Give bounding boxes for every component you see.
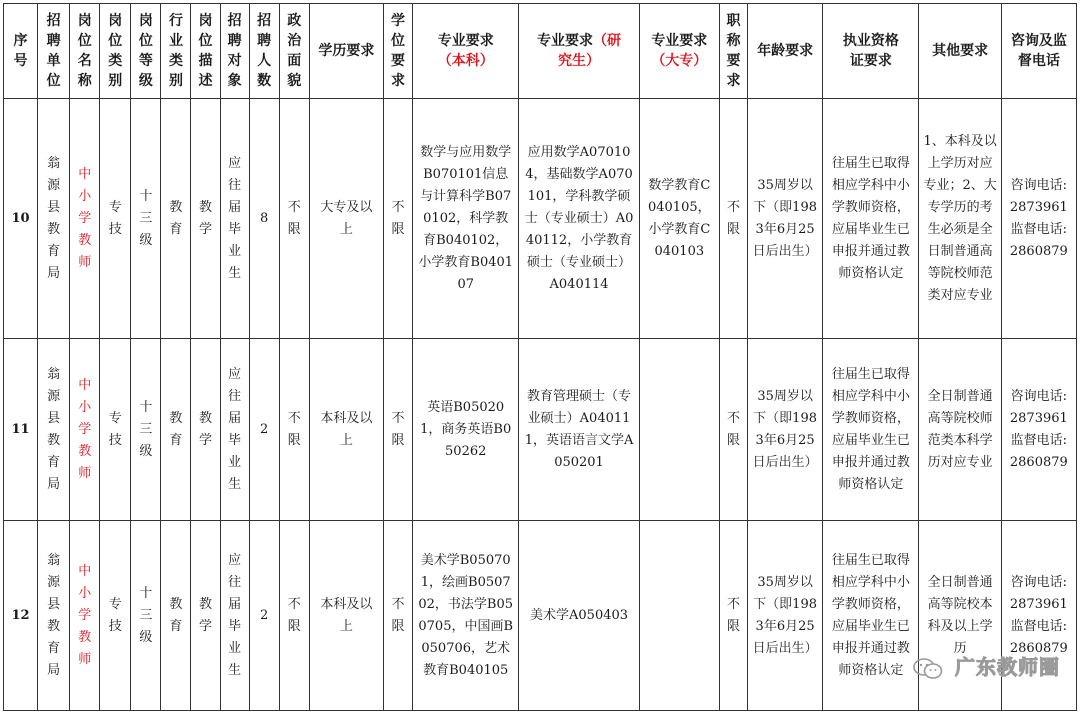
cell-industry: 教育 <box>161 521 191 711</box>
header-industry: 行业类别 <box>161 4 191 99</box>
table-row <box>4 339 1077 521</box>
cell-post-level: 十三级 <box>131 339 161 521</box>
cell-education: 本科及以上 <box>309 521 383 711</box>
cell-post-name: 中小学教师 <box>70 339 100 521</box>
cell-seq: 11 <box>4 339 38 521</box>
cell-major-grad: 美术学A050403 <box>519 521 639 711</box>
header-major-bachelor: 专业要求 （本科） <box>413 4 519 99</box>
header-post-desc: 岗位描述 <box>191 4 220 99</box>
cell-post-desc: 教学 <box>191 99 220 339</box>
header-education: 学历要求 <box>309 4 383 99</box>
cell-political: 不限 <box>279 521 309 711</box>
cell-title: 不限 <box>719 99 747 339</box>
cell-degree: 不限 <box>384 339 413 521</box>
cell-post-name: 中小学教师 <box>70 99 100 339</box>
header-post-type: 岗位类别 <box>100 4 131 99</box>
header-unit: 招聘单位 <box>38 4 70 99</box>
cell-major-college <box>639 339 719 521</box>
header-age: 年龄要求 <box>748 4 823 99</box>
cell-industry: 教育 <box>161 339 191 521</box>
header-political: 政治面貌 <box>279 4 309 99</box>
cell-seq: 10 <box>4 99 38 339</box>
cell-post-desc: 教学 <box>191 521 220 711</box>
cell-unit: 翁源县教育局 <box>38 339 70 521</box>
cell-other: 全日制普通高等院校师范类本科学历对应专业 <box>919 339 1001 521</box>
cell-age: 35周岁以下（即1983年6月25日后出生） <box>748 521 823 711</box>
cell-seq: 12 <box>4 521 38 711</box>
cell-count: 2 <box>249 339 279 521</box>
cell-post-level: 十三级 <box>131 521 161 711</box>
cell-unit: 翁源县教育局 <box>38 521 70 711</box>
cell-degree: 不限 <box>384 99 413 339</box>
cell-count: 8 <box>249 99 279 339</box>
cell-major-bachelor: 英语B050201，商务英语B050262 <box>413 339 519 521</box>
table-row <box>4 99 1077 339</box>
cell-other: 全日制普通高等院校本科及以上学历 <box>919 521 1001 711</box>
cell-post-name: 中小学教师 <box>70 521 100 711</box>
cell-age: 35周岁以下（即1983年6月25日后出生） <box>748 99 823 339</box>
header-post-level: 岗位等级 <box>131 4 161 99</box>
header-license: 执业资格证要求 <box>823 4 919 99</box>
cell-post-type: 专技 <box>100 339 131 521</box>
cell-contact: 咨询电话:2873961监督电话:2860879 <box>1001 99 1076 339</box>
cell-title: 不限 <box>719 521 747 711</box>
cell-contact: 咨询电话:2873961监督电话:2860879 <box>1001 339 1076 521</box>
cell-count: 2 <box>249 521 279 711</box>
cell-license: 往届生已取得相应学科中小学教师资格，应届毕业生已申报并通过教师资格认定 <box>823 339 919 521</box>
header-contact: 咨询及监督电话 <box>1001 4 1076 99</box>
cell-major-bachelor: 美术学B050701，绘画B050702，书法学B050705，中国画B050706，艺术教育B040105 <box>413 521 519 711</box>
cell-contact: 咨询电话:2873961监督电话:2860879 <box>1001 521 1076 711</box>
cell-industry: 教育 <box>161 99 191 339</box>
cell-target: 应往届毕业生 <box>220 339 249 521</box>
cell-major-bachelor: 数学与应用数学B070101信息与计算科学B070102，科学教育B040102，小学教育B040107 <box>413 99 519 339</box>
cell-other: 1、本科及以上学历对应专业；2、大专学历的考生必须是全日制普通高等院校师范类对应专业 <box>919 99 1001 339</box>
watermark-text: 广东教师圈 <box>955 655 1060 679</box>
cell-post-type: 专技 <box>100 521 131 711</box>
header-count: 招聘人数 <box>249 4 279 99</box>
cell-post-level: 十三级 <box>131 99 161 339</box>
header-target: 招聘对象 <box>220 4 249 99</box>
cell-post-type: 专技 <box>100 99 131 339</box>
cell-major-grad: 教育管理硕士（专业硕士）A040111，英语语言文学A050201 <box>519 339 639 521</box>
header-major-college: 专业要求 （大专） <box>639 4 719 99</box>
header-degree: 学位要求 <box>384 4 413 99</box>
cell-license: 往届生已取得相应学科中小学教师资格，应届毕业生已申报并通过教师资格认定 <box>823 521 919 711</box>
header-title: 职称要求 <box>719 4 747 99</box>
cell-license: 往届生已取得相应学科中小学教师资格，应届毕业生已申报并通过教师资格认定 <box>823 99 919 339</box>
watermark <box>913 651 1060 681</box>
header-other: 其他要求 <box>919 4 1001 99</box>
cell-target: 应往届毕业生 <box>220 521 249 711</box>
cell-target: 应往届毕业生 <box>220 99 249 339</box>
header-post-name: 岗位名称 <box>70 4 100 99</box>
header-major-grad: 专业要求（研究生） <box>519 4 639 99</box>
wechat-icon <box>913 657 943 681</box>
cell-major-college <box>639 521 719 711</box>
recruitment-table <box>3 3 1077 711</box>
cell-political: 不限 <box>279 99 309 339</box>
cell-major-college: 数学教育C040105，小学教育C040103 <box>639 99 719 339</box>
cell-post-desc: 教学 <box>191 339 220 521</box>
header-row <box>4 4 1077 99</box>
cell-political: 不限 <box>279 339 309 521</box>
cell-education: 本科及以上 <box>309 339 383 521</box>
cell-major-grad: 应用数学A070104，基础数学A070101，学科教学硕士（专业硕士）A040112，小学教育硕士（专业硕士）A040114 <box>519 99 639 339</box>
cell-education: 大专及以上 <box>309 99 383 339</box>
table-row <box>4 521 1077 711</box>
cell-unit: 翁源县教育局 <box>38 99 70 339</box>
cell-age: 35周岁以下（即1983年6月25日后出生） <box>748 339 823 521</box>
header-seq: 序号 <box>4 4 38 99</box>
cell-degree: 不限 <box>384 521 413 711</box>
cell-title: 不限 <box>719 339 747 521</box>
